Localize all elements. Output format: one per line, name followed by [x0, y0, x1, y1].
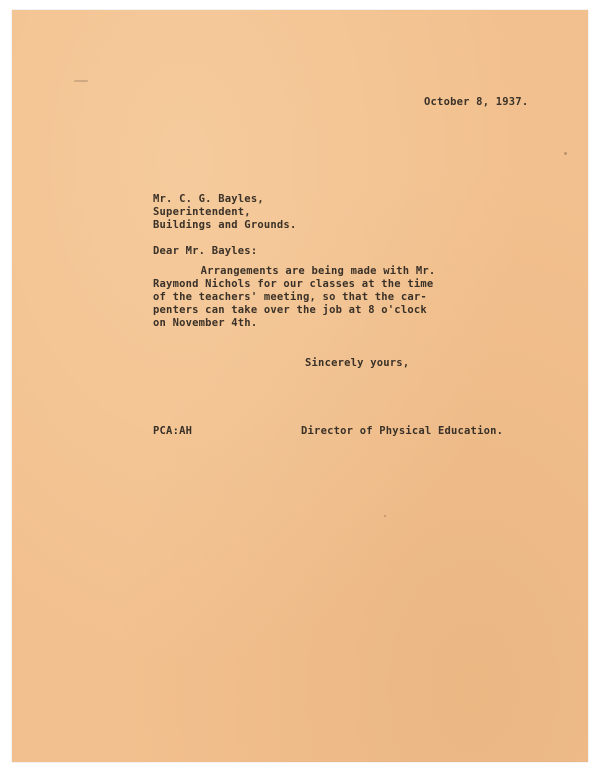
letter-date: October 8, 1937. — [424, 96, 529, 108]
paper-speck — [564, 152, 567, 155]
body-line: Arrangements are being made with Mr. — [168, 265, 436, 277]
body-line: of the teachers' meeting, so that the car- — [153, 291, 427, 303]
recipient-name: Mr. C. G. Bayles, — [153, 193, 264, 205]
letter-page — [12, 10, 588, 762]
paper-speck — [384, 515, 386, 517]
recipient-department: Buildings and Grounds. — [153, 219, 297, 231]
salutation: Dear Mr. Bayles: — [153, 245, 258, 257]
body-line: on November 4th. — [153, 317, 258, 329]
closing: Sincerely yours, — [305, 357, 410, 369]
body-line: Raymond Nichols for our classes at the time — [153, 278, 434, 290]
signature-title: Director of Physical Education. — [301, 425, 504, 437]
body-line: penters can take over the job at 8 o'clock — [153, 304, 427, 316]
recipient-title: Superintendent, — [153, 206, 251, 218]
paper-speck — [74, 80, 88, 82]
typist-initials: PCA:AH — [153, 425, 193, 437]
